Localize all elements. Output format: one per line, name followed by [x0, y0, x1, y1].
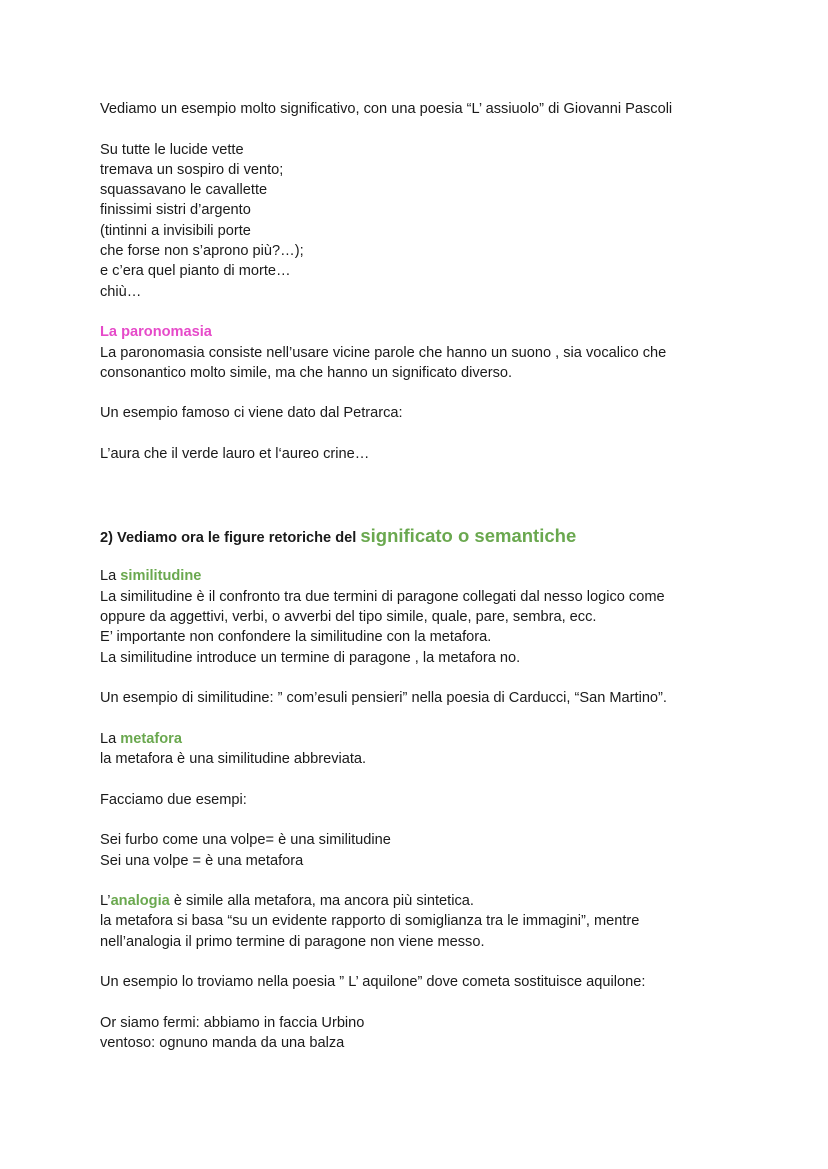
aquilone-verse: Or siamo fermi: abbiamo in faccia Urbino: [100, 1014, 365, 1031]
similitudine-example: Un esempio di similitudine: ” com’esuli pensieri” nella poesia di Carducci, “San Martino”.: [100, 690, 667, 707]
similitudine-prefix: La: [100, 568, 117, 585]
similitudine-label: similitudine: [120, 568, 202, 585]
analogia-suffix: è simile alla metafora, ma ancora più sintetica.: [169, 893, 474, 910]
poem-line: Su tutte le lucide vette: [100, 141, 244, 158]
similitudine-heading: [100, 566, 780, 586]
paronomasia-desc: La paronomasia consiste nell’usare vicine parole che hanno un suono , sia vocalico che: [100, 344, 667, 361]
metafora-examples-intro: Facciamo due esempi:: [100, 791, 247, 808]
intro-paragraph: Vediamo un esempio molto significativo, con una poesia “L’ assiuolo” di Giovanni Pascoli: [100, 101, 673, 117]
poem-line: che forse non s’aprono più?…);: [100, 243, 304, 260]
metafora-label: metafora: [120, 730, 182, 747]
paronomasia-example-intro: Un esempio famoso ci viene dato dal Petrarca:: [100, 405, 403, 422]
analogia-example-intro: Un esempio lo troviamo nella poesia ” L’ aquilone” dove cometa sostituisce aquilone:: [100, 974, 646, 991]
section-2-prefix: 2) Vediamo ora le figure retoriche del: [100, 530, 357, 547]
analogia-prefix: L’: [100, 893, 111, 910]
metafora-heading: [100, 729, 780, 749]
analogia-line: [100, 891, 780, 911]
document-page: [100, 99, 780, 1053]
poem-line: chiù…: [100, 283, 142, 300]
metafora-desc: la metafora è una similitudine abbreviata.: [100, 751, 367, 768]
similitudine-line: oppure da aggettivi, verbi, o avverbi del tipo simile, quale, pare, sembra, ecc.: [100, 608, 597, 625]
pascoli-poem: [100, 140, 780, 302]
analogia-desc: la metafora si basa “su un evidente rapporto di somiglianza tra le immagini”, mentre: [100, 913, 640, 930]
poem-line: e c’era quel pianto di morte…: [100, 263, 291, 280]
poem-line: squassavano le cavallette: [100, 182, 268, 199]
metafora-prefix: La: [100, 730, 117, 747]
poem-line: tremava un sospiro di vento;: [100, 161, 284, 178]
paronomasia-heading: La paronomasia: [100, 324, 212, 341]
metafora-example: Sei furbo come una volpe= è una similitudine: [100, 832, 391, 849]
paronomasia-example: L’aura che il verde lauro et l‘aureo crine…: [100, 446, 370, 463]
paronomasia-desc: consonantico molto simile, ma che hanno un significato diverso.: [100, 364, 513, 381]
section-2-heading: [100, 522, 780, 552]
similitudine-line: La similitudine introduce un termine di paragone , la metafora no.: [100, 649, 521, 666]
section-2-highlight: significato o semantiche: [360, 525, 577, 547]
analogia-desc: nell’analogia il primo termine di paragone non viene messo.: [100, 933, 485, 950]
metafora-example: Sei una volpe = è una metafora: [100, 852, 304, 869]
poem-line: (tintinni a invisibili porte: [100, 222, 251, 239]
similitudine-line: La similitudine è il confronto tra due termini di paragone collegati dal nesso logico come: [100, 588, 665, 605]
poem-line: finissimi sistri d’argento: [100, 202, 251, 219]
analogia-label: analogia: [110, 893, 170, 910]
aquilone-verse: ventoso: ognuno manda da una balza: [100, 1035, 345, 1052]
similitudine-line: E’ importante non confondere la similitudine con la metafora.: [100, 629, 492, 646]
